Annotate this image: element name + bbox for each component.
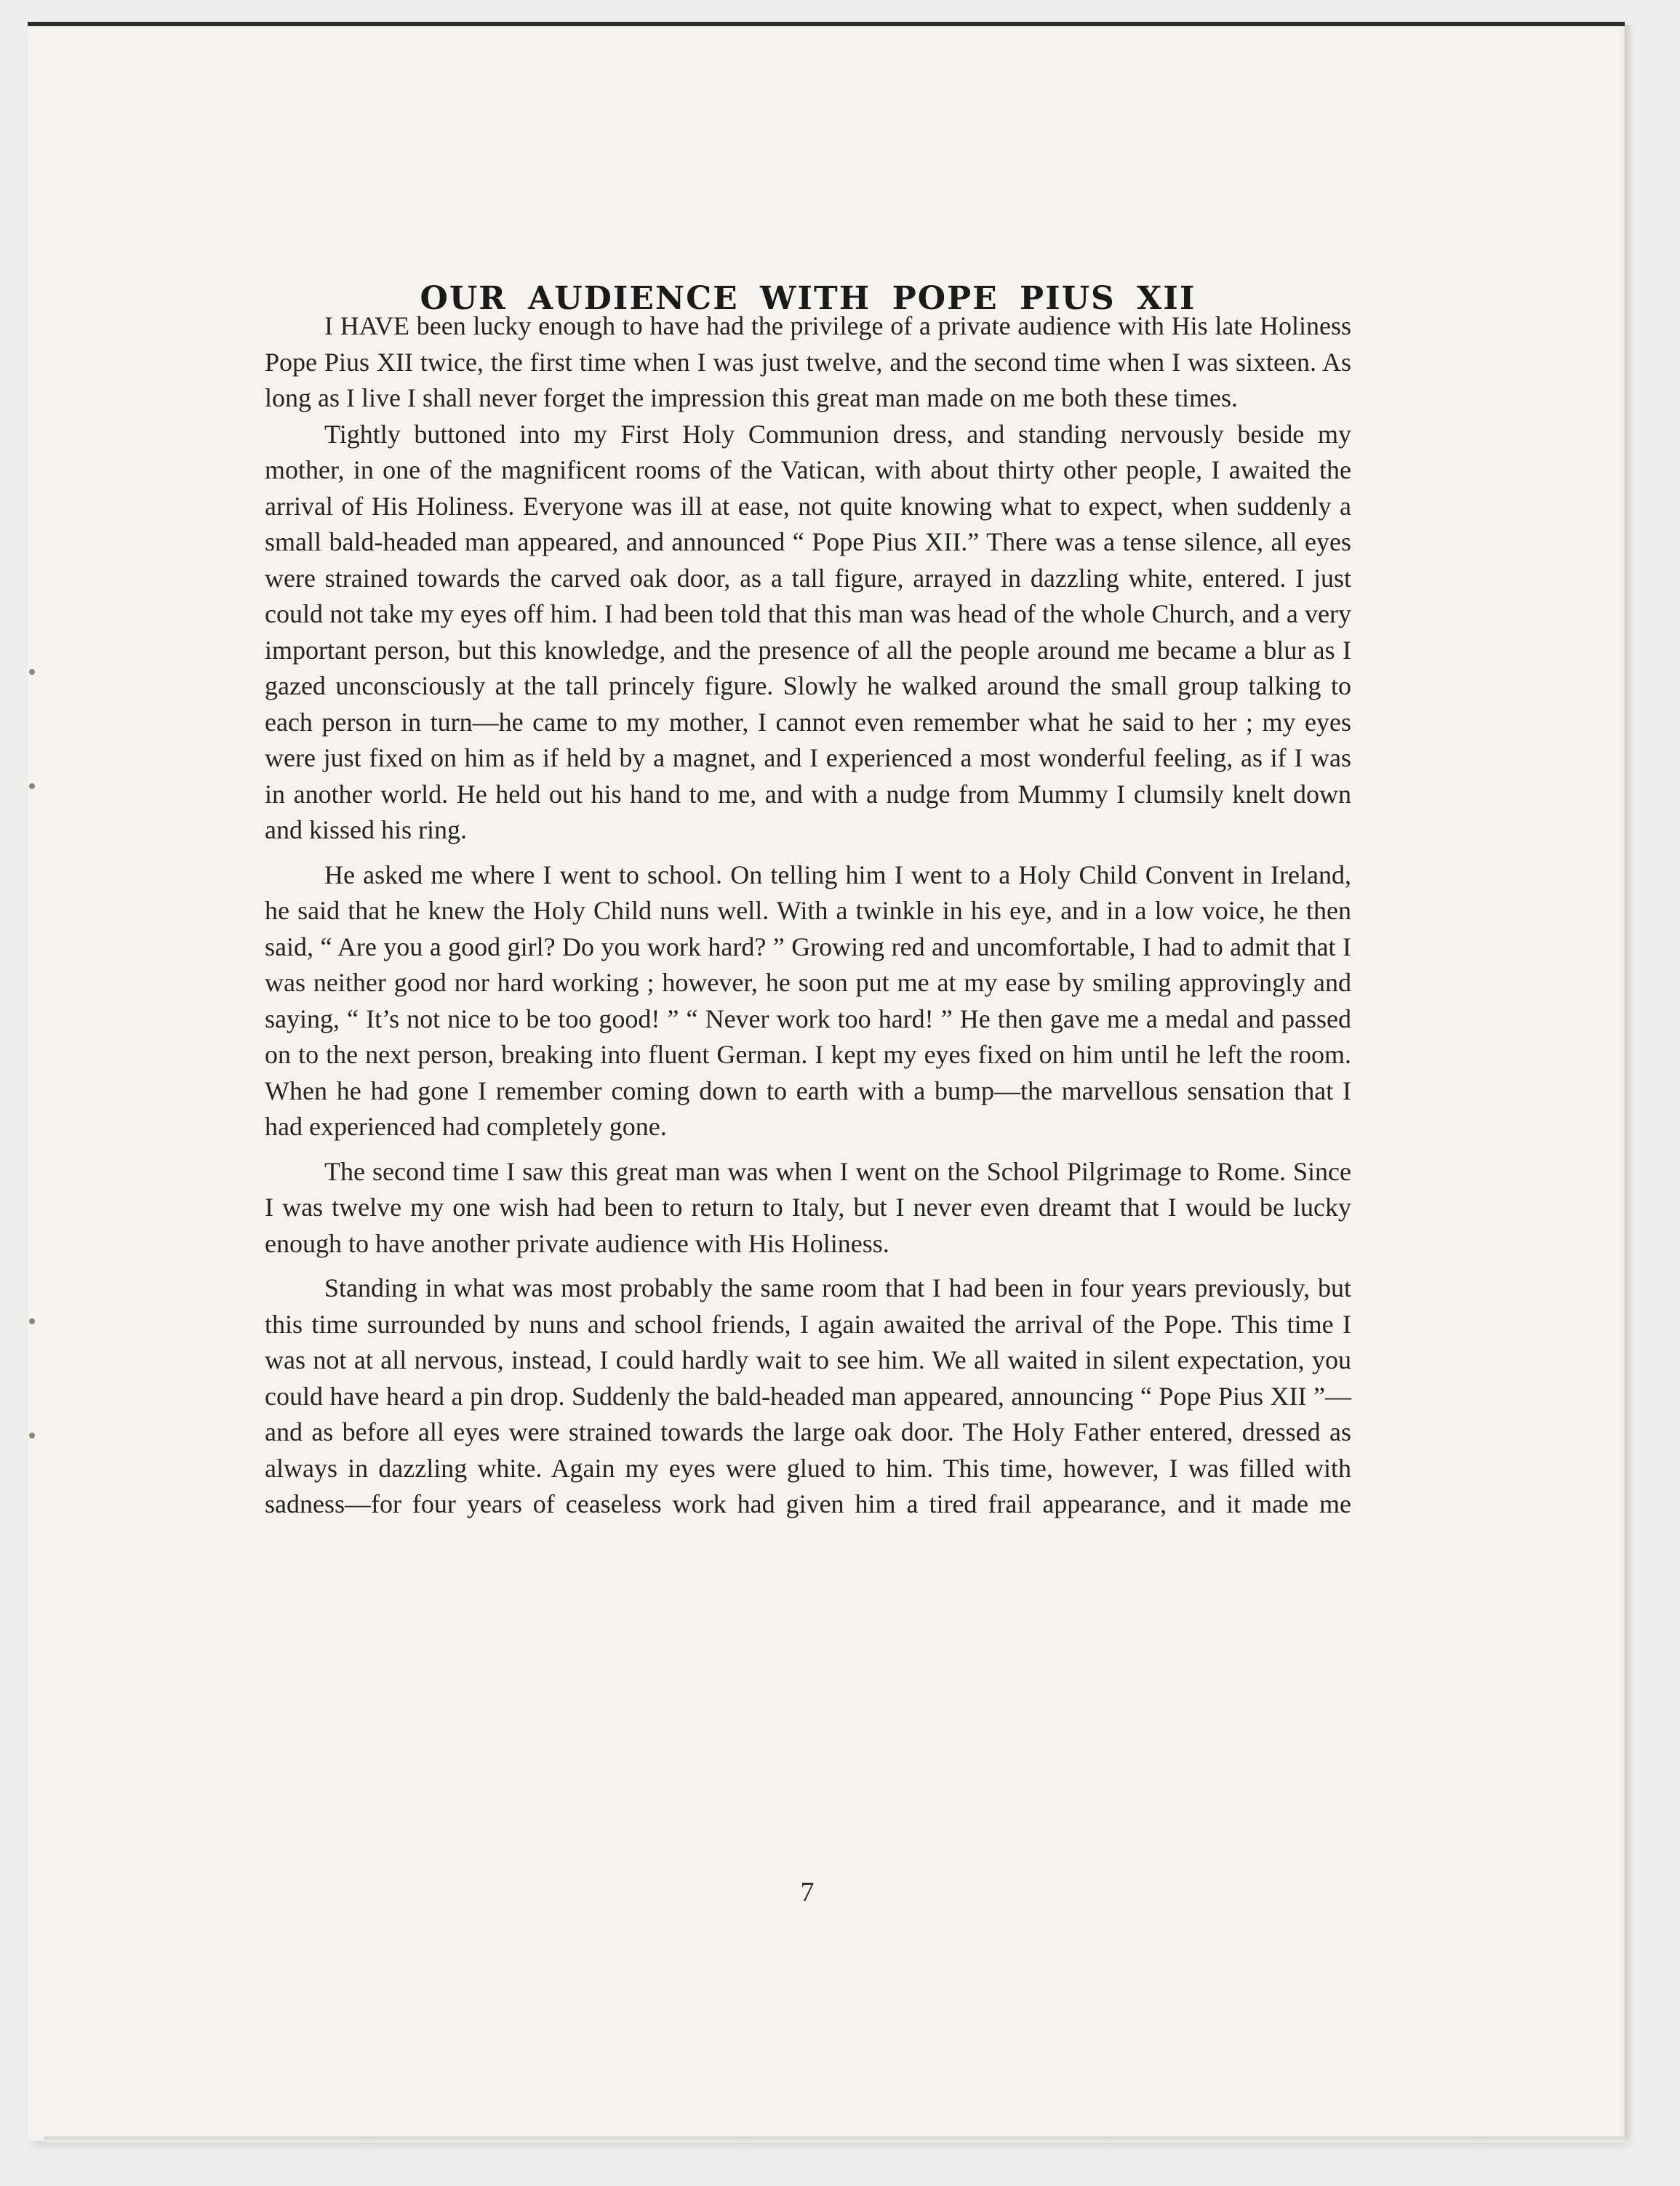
page-edge-right	[1625, 25, 1632, 2137]
article-title: OUR AUDIENCE WITH POPE PIUS XII	[420, 280, 1196, 318]
paragraph-2: Tightly buttoned into my First Holy Communion dress, and standing nervously beside my mother, in one of the magnificent rooms of the Vatican, with about thirty other people, I awaited the arrival of His Holiness. Everyone was ill at ease, not quite knowing what to expect, when suddenly a small bald-headed man appeared, and announced “ Pope Pius XII.” There was a tense silence, all eyes were strained towards the carved oak door, as a tall figure, arrayed in dazzling white, entered. I just could not take my eyes off him. I had been told that this man was head of the whole Church, and a very important person, but this knowledge, and the presence of all the people around me became a blur as I gazed unconsciously at the tall princely figure. Slowly he walked around the small group talking to each person in turn—he came to my mother, I cannot even remember what he said to her ; my eyes were just fixed on him as if held by a magnet, and I experienced a most wonderful feeling, as if I was in another world. He held out his hand to me, and with a nudge from Mummy I clumsily knelt down and kissed his ring.	[265, 419, 1351, 844]
paragraph-5: Standing in what was most probably the same room that I had been in four years previously, but this time surrounded by nuns and school friends, I again awaited the arrival of the Pope. This time I was not at all nervous, instead, I could hardly wait to see him. We all waited in silent expectation, you could have heard a pin drop. Suddenly the bald-headed man appeared, announcing “ Pope Pius XII ”—and as before all eyes were strained towards the large oak door. The Holy Father entered, dressed as always in dazzling white. Again my eyes were glued to him. This time, however, I was filled with sadness—for four years of ceaseless work had given him a tired frail appearance, and it made me	[265, 1273, 1351, 1518]
staple-mark-3	[29, 1318, 35, 1324]
page-number: 7	[800, 1877, 815, 1907]
paragraph-4: The second time I saw this great man was when I went on the School Pilgrimage to Rome. Since I was twelve my one wish had been to return to Italy, but I never even dreamt that I would be lucky enough to have another private audience with His Holiness.	[265, 1156, 1351, 1258]
article-body	[265, 308, 1351, 1523]
page-edge-bottom	[44, 2137, 1629, 2142]
staple-mark-2	[29, 783, 35, 789]
staple-mark-1	[29, 669, 35, 675]
staple-mark-4	[29, 1433, 35, 1438]
paragraph-3: He asked me where I went to school. On telling him I went to a Holy Child Convent in Ireland, he said that he knew the Holy Child nuns well. With a twinkle in his eye, and in a low voice, he then said, “ Are you a good girl? Do you work hard? ” Growing red and uncomfortable, I had to admit that I was neither good nor hard working ; however, he soon put me at my ease by smiling approvingly and saying, “ It’s not nice to be too good! ” “ Never work too hard! ” He then gave me a medal and passed on to the next person, breaking into fluent German. I kept my eyes fixed on him until he left the room. When he had gone I remember coming down to earth with a bump—the marvellous sensation that I had experienced had completely gone.	[265, 860, 1351, 1141]
paragraph-1: I HAVE been lucky enough to have had the privilege of a private audience with His late Holiness Pope Pius XII twice, the first time when I was just twelve, and the second time when I was sixteen. As long as I live I shall never forget the impression this great man made on me both these times.	[265, 311, 1351, 412]
